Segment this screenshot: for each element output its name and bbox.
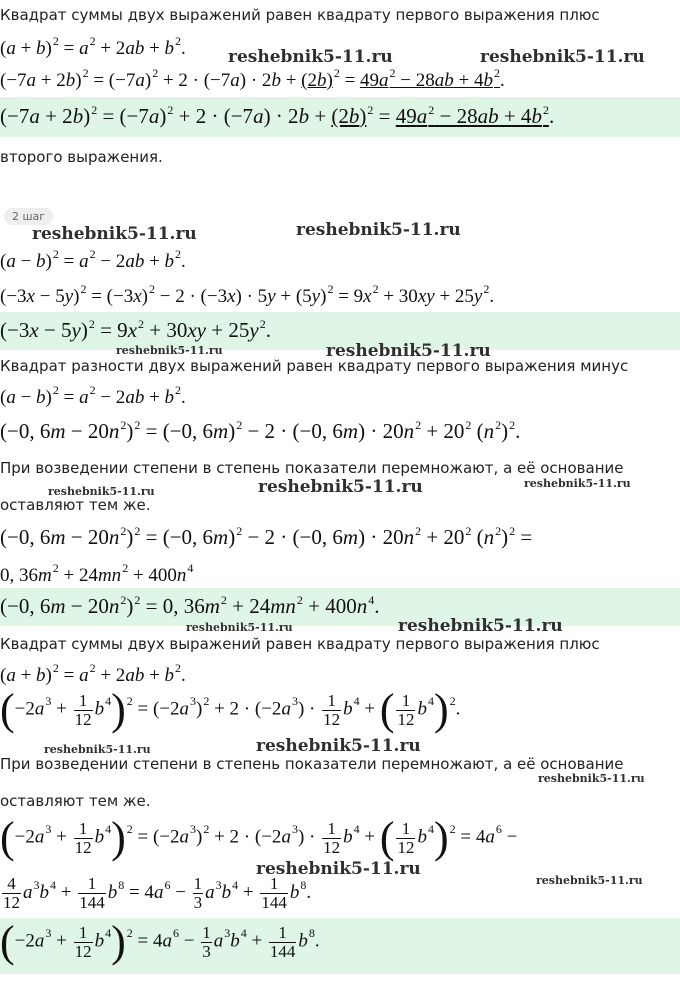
- rule-text-3: При возведении степени в степень показатели перемножают, а её основание: [0, 459, 624, 477]
- rule-text-3-end: оставляют тем же.: [0, 496, 151, 514]
- rule-text-5: При возведении степени в степень показатели перемножают, а её основание: [0, 755, 624, 773]
- watermark: reshebnik5-11.ru: [48, 485, 155, 498]
- formula-line: ($-2a^3$ + $\frac{1}{12}$ $b^4)^2 = (-2a^3)^2 + 2 \cdot (-2a^3)$ · $\frac{1}{12}$ $b^4$ + ( $\frac{1}{12}$ $b^4)^2$.: [0, 685, 461, 734]
- watermark: reshebnik5-11.ru: [524, 477, 631, 490]
- result-formula: $(-7a + 2b)^2 = (-7a)^2 + 2 \cdot (-7a) \cdot 2b + (2b)^2 = 49a^2 - 28ab + 4b^2$.: [0, 103, 555, 128]
- watermark: reshebnik5-11.ru: [256, 736, 421, 756]
- rule-text-2: Квадрат разности двух выражений равен квадрату первого выражения минус: [0, 357, 629, 375]
- result-formula: $(-3x - 5y)^2 = 9x^2 + 30xy + 25y^2$.: [0, 317, 271, 342]
- formula-line: (−0, $6m - 20n^2)^2 = (-0$, 6m)$^2$ − 2 · (−0, $6m) \cdot 20n^2 + 20^2$ $(n^2)^2$ =: [0, 524, 533, 549]
- watermark: reshebnik5-11.ru: [538, 772, 645, 785]
- watermark: reshebnik5-11.ru: [326, 341, 491, 361]
- formula-line: $(-7a + 2b)^2 = (-7a)^2 + 2 \cdot (-7a) \cdot 2b + (2b)^2 = 49a^2 - 28ab + 4b^2$.: [0, 66, 505, 91]
- rule-text-5-end: оставляют тем же.: [0, 792, 151, 810]
- watermark: reshebnik5-11.ru: [186, 621, 293, 634]
- watermark: reshebnik5-11.ru: [398, 616, 563, 636]
- watermark: reshebnik5-11.ru: [44, 743, 151, 756]
- formula-line: 0, $36m^2 + 24mn^2 + 400n^4$: [0, 561, 194, 586]
- formula-line: ($-2a^3$ + $\frac{1}{12}$ $b^4)^2 = (-2a^3)^2 + 2 \cdot (-2a^3)$ · $\frac{1}{12}$ $b^4$ + ( $\frac{1}{12}$ $b^4)^2 = 4a^6$ −: [0, 813, 518, 862]
- watermark: reshebnik5-11.ru: [480, 47, 645, 67]
- formula-line: (−0, $6m - 20n^2)^2 = (-0$, 6m)$^2$ − 2 · (−0, $6m) \cdot 20n^2 + 20^2$ $(n^2)^2$.: [0, 418, 521, 443]
- watermark: reshebnik5-11.ru: [536, 874, 643, 887]
- rule-text-1: Квадрат суммы двух выражений равен квадрату первого выражения плюс: [0, 6, 600, 24]
- watermark: reshebnik5-11.ru: [32, 224, 197, 244]
- watermark: reshebnik5-11.ru: [256, 859, 421, 879]
- rule-text-4: Квадрат суммы двух выражений равен квадрату первого выражения плюс: [0, 635, 600, 653]
- watermark: reshebnik5-11.ru: [296, 220, 461, 240]
- watermark: reshebnik5-11.ru: [228, 47, 393, 67]
- formula-line: $(-3x - 5y)^2 = (-3x)^2 - 2 \cdot (-3x) \cdot 5y + (5y)^2 = 9x^2 + 30xy + 25y^2$.: [0, 282, 495, 307]
- result-formula: (−0, $6m - 20n^2)^2 = 0$, $36m^2 + 24mn^2 + 400n^4$.: [0, 593, 380, 618]
- formula-line: $(a - b)^2 = a^2 - 2ab + b^2$.: [0, 247, 186, 272]
- step-badge: 2 шаг: [4, 208, 53, 225]
- rule-text-end: второго выражения.: [0, 148, 163, 166]
- result-formula: ($-2a^3$ + $\frac{1}{12}$ $b^4)^2 = 4a^6$ − $\frac{1}{3}$ $a^3b^4$ + $\frac{1}{144}$ $b^8$.: [0, 917, 320, 966]
- formula-line: $\frac{4}{12}$ $a^3b^4$ + $\frac{1}{144}$ $b^8 = 4a^6$ − $\frac{1}{3}$ $a^3b^4$ + $\frac{1}{144}$ $b^8$.: [3, 874, 312, 912]
- formula-line: $(a - b)^2 = a^2 - 2ab + b^2$.: [0, 383, 186, 408]
- watermark: reshebnik5-11.ru: [116, 344, 223, 357]
- watermark: reshebnik5-11.ru: [258, 477, 423, 497]
- formula-line: $(a + b)^2 = a^2 + 2ab + b^2$.: [0, 34, 186, 59]
- formula-line: $(a + b)^2 = a^2 + 2ab + b^2$.: [0, 661, 186, 686]
